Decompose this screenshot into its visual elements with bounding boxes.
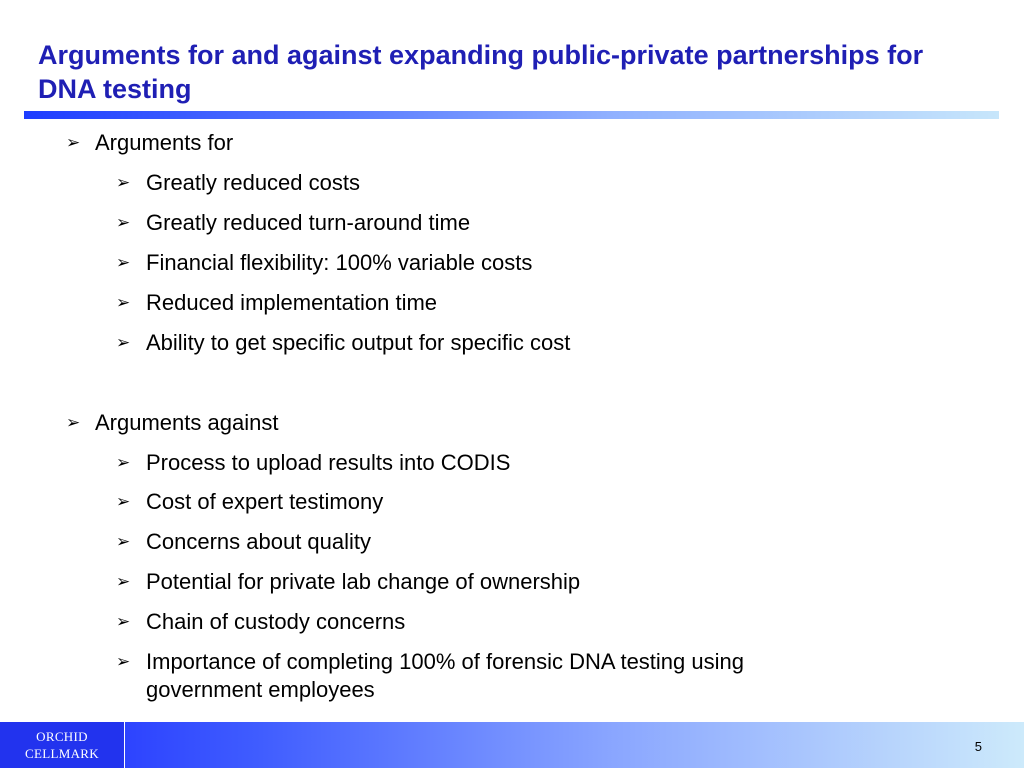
- list-item-label: Chain of custody concerns: [146, 609, 406, 634]
- arrow-bullet-icon: ➢: [116, 173, 131, 193]
- arrow-bullet-icon: ➢: [116, 492, 131, 512]
- logo-line-1: ORCHID: [36, 729, 88, 744]
- arrow-bullet-icon: ➢: [116, 293, 131, 313]
- arrow-bullet-icon: ➢: [116, 652, 131, 672]
- orchid-cellmark-logo: [0, 722, 125, 768]
- section-heading-label: Arguments against: [95, 410, 279, 435]
- list-item-label: Greatly reduced turn-around time: [146, 210, 471, 235]
- list-item-label: Reduced implementation time: [146, 290, 438, 315]
- list-item-label: Concerns about quality: [146, 529, 372, 554]
- arrow-bullet-icon: ➢: [116, 253, 131, 273]
- list-item-label: Potential for private lab change of ownership: [146, 569, 581, 594]
- arrow-bullet-icon: ➢: [66, 413, 81, 433]
- section-heading-label: Arguments for: [95, 130, 234, 155]
- arrow-bullet-icon: ➢: [66, 133, 81, 153]
- logo-line-2: CELLMARK: [25, 746, 99, 761]
- arrow-bullet-icon: ➢: [116, 213, 131, 233]
- arrow-bullet-icon: ➢: [116, 453, 131, 473]
- slide-footer: [0, 722, 1024, 768]
- list-item-label: Ability to get specific output for specific cost: [146, 330, 571, 355]
- title-divider: [24, 111, 999, 119]
- slide-title: Arguments for and against expanding public-private partnerships for DNA testing: [38, 40, 924, 104]
- page-number: 5: [974, 739, 982, 754]
- arrow-bullet-icon: ➢: [116, 333, 131, 353]
- list-item-label: Financial flexibility: 100% variable costs: [146, 250, 533, 275]
- list-item-label: Importance of completing 100% of forensic DNA testing using government employees: [146, 649, 744, 702]
- arrow-bullet-icon: ➢: [116, 532, 131, 552]
- list-item-label: Process to upload results into CODIS: [146, 450, 511, 475]
- list-item-label: Greatly reduced costs: [146, 170, 360, 195]
- list-item-label: Cost of expert testimony: [146, 489, 384, 514]
- arrow-bullet-icon: ➢: [116, 612, 131, 632]
- arrow-bullet-icon: ➢: [116, 572, 131, 592]
